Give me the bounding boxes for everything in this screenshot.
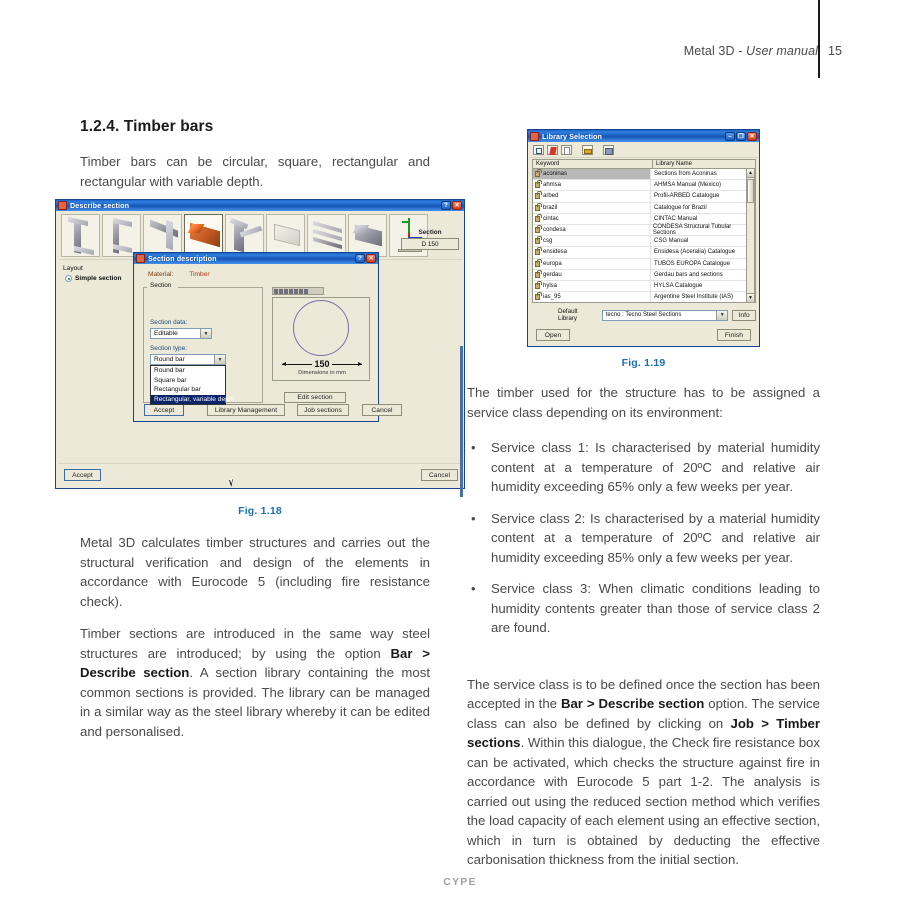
copy-icon[interactable] (561, 145, 572, 155)
figure-caption-119: Fig. 1.19 (621, 357, 666, 369)
left-column-continued (80, 533, 430, 754)
lock-icon (535, 249, 540, 255)
u-channel-icon[interactable] (102, 214, 141, 257)
table-row[interactable] (533, 169, 755, 180)
row-library-name: Profil-ARBED Catalogue (654, 193, 720, 200)
lock-icon (535, 238, 540, 244)
window-app-icon (58, 201, 67, 210)
accept-button[interactable]: Accept (144, 404, 184, 416)
scroll-up-icon[interactable]: ▲ (748, 170, 753, 176)
section-readout (401, 229, 459, 259)
group-border-right (178, 287, 262, 288)
section-data-combo[interactable] (150, 328, 212, 339)
open-folder-icon[interactable] (582, 145, 593, 155)
library-table-body[interactable] (532, 169, 756, 303)
row-keyword: gerdau (543, 271, 562, 278)
dimension-arrow-right (332, 364, 362, 365)
table-row[interactable] (533, 281, 755, 292)
row-library-name: Sections from Aconinas (654, 171, 717, 178)
running-head-main: Metal 3D - (683, 44, 747, 58)
page-header (0, 0, 920, 95)
row-keyword: csg (543, 238, 553, 245)
service-class-2-text: Service class 2: Is characterised by a material humidity content at a temperature of 20ºC and relative air humidity exceeding 85% only a few weeks per year. (491, 510, 820, 565)
section-description-titlebar[interactable] (134, 253, 378, 264)
open-button[interactable]: Open (536, 329, 570, 341)
page-title: 1.2.4. Timber bars (80, 118, 214, 135)
column-header-keyword[interactable]: Keyword (533, 160, 653, 168)
service-class-intro: The timber used for the structure has to be assigned a service class depending on its environment: (467, 385, 820, 420)
page-number: 15 (828, 44, 842, 58)
section-type-value: Round bar (154, 356, 185, 363)
angle-icon[interactable] (143, 214, 182, 257)
help-button[interactable]: ? (355, 254, 365, 263)
section-preview-panel (272, 287, 370, 403)
close-icon[interactable]: ✕ (747, 132, 757, 141)
section-type-dropdown-list[interactable] (150, 365, 235, 405)
service-class-3-text: Service class 3: When climatic conditions leading to humidity contents greater than those of service class 2 are found. (491, 581, 820, 635)
chevron-down-icon[interactable]: ▼ (716, 311, 727, 320)
section-group-legend: Section (147, 282, 174, 289)
describe-section-footer (59, 463, 463, 485)
toolbar-separator (596, 145, 600, 155)
table-row[interactable] (533, 259, 755, 270)
section-type-label: Section type: (150, 345, 187, 352)
right-column (467, 383, 820, 883)
row-library-name: Argentine Steel Institute (IAS) (654, 294, 734, 301)
bullet-icon: • (471, 510, 476, 526)
dropdown-option[interactable]: Rectangular bar (154, 386, 201, 393)
table-row[interactable] (533, 236, 755, 247)
table-row[interactable] (533, 247, 755, 258)
chevron-down-icon[interactable]: ▼ (214, 355, 225, 364)
row-keyword: arbed (543, 193, 559, 200)
intro-paragraph: Timber bars can be circular, square, rectangular and rectangular with variable depth. (80, 154, 430, 189)
left-column (80, 118, 430, 204)
scrollbar-thumb[interactable] (747, 179, 754, 203)
service-class-definition-paragraph (467, 675, 820, 870)
lock-icon (535, 193, 540, 199)
library-management-button[interactable]: Library Management (207, 404, 285, 416)
lock-icon (535, 261, 540, 267)
row-library-name: CINTAC Manual (654, 215, 698, 222)
zoom-in-icon[interactable] (274, 289, 278, 294)
library-selection-window[interactable] (527, 129, 760, 347)
maximize-icon[interactable]: ❐ (736, 132, 746, 141)
layout-option-simple-section[interactable] (65, 275, 141, 282)
section-group-box (143, 282, 263, 403)
default-library-label: Default Library (558, 308, 578, 322)
library-list-scrollbar[interactable] (746, 169, 755, 303)
edit-icon[interactable] (547, 145, 558, 155)
dimension-arrow-left (282, 364, 312, 365)
paragraph-calculates: Metal 3D calculates timber structures and carries out the structural verification and design of the elements in accordance with Eurocode 5 (including fire resistance check). (80, 535, 430, 609)
list-item (467, 438, 820, 497)
edit-section-button[interactable]: Edit section (284, 392, 346, 403)
accept-button[interactable]: Accept (64, 469, 101, 481)
i-beam-icon[interactable] (61, 214, 100, 257)
section-description-body (134, 264, 378, 421)
cancel-button[interactable]: Cancel (362, 404, 402, 416)
preview-mini-toolbar[interactable] (272, 287, 324, 295)
row-keyword: condesa (543, 227, 566, 234)
row-keyword: ahmsa (543, 182, 562, 189)
dropdown-option[interactable]: Round bar (154, 367, 185, 374)
row-keyword: ias_95 (543, 294, 561, 301)
pan-icon[interactable] (289, 289, 293, 294)
cold-formed-icon[interactable] (307, 214, 346, 257)
job-sections-button[interactable]: Job sections (297, 404, 349, 416)
hollow-tube-icon[interactable] (266, 214, 305, 257)
para2-bold-menu-path: Bar > Describe section (80, 645, 430, 680)
layout-group-label: Layout (63, 265, 83, 272)
section-description-dialog[interactable] (133, 252, 393, 422)
row-library-name: Catalogue for Brazil (654, 204, 707, 211)
section-readout-value: D 150 (401, 238, 459, 250)
material-label: Material: (148, 271, 174, 278)
table-row[interactable] (533, 191, 755, 202)
minimize-icon[interactable]: – (725, 132, 735, 141)
toolbar-separator (575, 145, 579, 155)
list-item (467, 579, 820, 638)
para-part-e: . Within this dialogue, the Check fire resistance box can be activated, which checks the structure against fire in accordance with Eurocode 5 part 1-2. The analysis is carried out using the reduced section method which verifies the load capacity of each element using an effective section, which in turn is obtained by deducting the effective carbonisation thickness from the initial section. (467, 735, 820, 867)
lock-icon (535, 283, 540, 289)
section-description-footer (134, 404, 393, 417)
close-icon[interactable]: ✕ (366, 254, 376, 263)
save-icon[interactable] (603, 145, 614, 155)
lock-icon (535, 205, 540, 211)
lock-icon (535, 227, 540, 233)
row-keyword: ensidesa (543, 249, 568, 256)
material-value: Timber (189, 271, 210, 278)
library-selection-titlebar[interactable] (528, 130, 759, 142)
help-button[interactable]: ? (441, 201, 451, 210)
redraw-icon[interactable] (294, 289, 298, 294)
default-library-row (532, 307, 756, 323)
scroll-down-icon[interactable]: ▼ (748, 295, 753, 301)
para-bold-bar-describe: Bar > Describe section (560, 696, 705, 711)
row-library-name: AHMSA Manual (Mexico) (654, 182, 722, 189)
para-part-a: The service class is to be defined once the section has been accepted in the (467, 676, 820, 711)
section-type-combo[interactable] (150, 354, 226, 365)
row-library-name: Gerdau bars and sections (654, 271, 723, 278)
lock-icon (535, 272, 540, 278)
cancel-button[interactable]: Cancel (421, 469, 458, 481)
row-library-name: TUBOS EUROPA Catalogue (654, 260, 730, 267)
layout-group (63, 265, 141, 293)
running-head (684, 44, 818, 58)
service-class-list (467, 438, 820, 638)
section-data-label: Section data: (150, 319, 188, 326)
info-button[interactable]: Info (732, 310, 756, 321)
timber-bar-icon[interactable] (184, 214, 223, 257)
zoom-fit-icon[interactable] (284, 289, 288, 294)
table-row[interactable] (533, 203, 755, 214)
default-library-value: tecno : Tecno Steel Sections (605, 312, 682, 318)
library-selection-title: Library Selection (542, 131, 603, 141)
dimension-units-label: Dimensions in mm (298, 370, 346, 376)
row-keyword: aconinas (543, 171, 568, 178)
round-bar-outline (293, 300, 349, 356)
running-head-italic: User manual (746, 44, 818, 58)
para2-part-c: . A section library containing the most common sections is provided. The library can be managed in a similar way as the steel library whereby it can be edited and personalised. (80, 665, 430, 739)
dimension-row (282, 360, 362, 369)
bullet-icon: • (471, 440, 476, 455)
row-library-name: HYLSA Catalogue (654, 282, 703, 289)
close-icon[interactable]: ✕ (452, 201, 462, 210)
lock-icon (535, 182, 540, 188)
row-keyword: cintac (543, 215, 559, 222)
finish-button[interactable]: Finish (717, 329, 751, 341)
library-toolbar[interactable] (530, 143, 758, 158)
composite-icon[interactable] (225, 214, 264, 257)
grid-icon[interactable] (304, 289, 308, 294)
chevron-down-icon[interactable]: ▼ (200, 329, 211, 338)
figure-caption-118: Fig. 1.18 (238, 505, 282, 517)
footer-brand: CYPE (443, 876, 477, 888)
dialog-app-icon (136, 254, 145, 263)
row-keyword: brazil (543, 204, 558, 211)
describe-section-titlebar[interactable] (56, 200, 464, 211)
library-table-header (532, 159, 756, 169)
bullet-icon: • (471, 581, 476, 596)
print-icon[interactable] (299, 289, 303, 294)
dropdown-option-selected[interactable]: Rectangular, variable depth (151, 395, 225, 405)
table-row[interactable] (533, 225, 755, 236)
lock-icon (535, 294, 540, 300)
section-preview-canvas (272, 297, 370, 381)
column-header-library-name[interactable]: Library Name (656, 161, 693, 167)
library-app-icon (530, 132, 539, 141)
table-row[interactable] (533, 292, 755, 303)
section-readout-label: Section (418, 229, 442, 236)
section-description-title: Section description (148, 254, 217, 263)
left-accent-rule (460, 346, 463, 497)
zoom-out-icon[interactable] (279, 289, 283, 294)
describe-section-title: Describe section (70, 201, 130, 210)
radio-icon[interactable] (65, 275, 72, 282)
new-icon[interactable] (533, 145, 544, 155)
table-row[interactable] (533, 270, 755, 281)
lock-icon (535, 171, 540, 177)
table-row[interactable] (533, 180, 755, 191)
default-library-combo[interactable] (602, 310, 729, 321)
para-part-c: option. The service class can also be defined by clicking on (467, 696, 820, 731)
service-class-1-text: Service class 1: Is characterised by material humidity content at a temperature of 20ºC and relative air humidity exceeding 65% only a few weeks per year. (491, 440, 820, 494)
header-divider-rule (818, 0, 820, 78)
row-keyword: hylsa (543, 282, 558, 289)
dimension-value: 150 (314, 359, 330, 369)
lock-icon (535, 216, 540, 222)
section-data-value: Editable (154, 330, 178, 337)
row-library-name: Ensidesa (Aceralia) Catalogue (654, 249, 736, 256)
box-section-icon[interactable] (348, 214, 387, 257)
material-row (148, 271, 373, 278)
layout-option-label: Simple section (75, 275, 122, 282)
row-library-name: CONDESA Structural Tubular Sections (652, 224, 732, 237)
para-bold-job-timber: Job > Timber sections (467, 715, 820, 750)
paragraph-timber-sections (80, 624, 430, 741)
list-item (467, 509, 820, 568)
row-keyword: europa (543, 260, 562, 267)
para2-part-a: Timber sections are introduced in the same way steel structures are introduced; by using the option (80, 626, 430, 661)
dropdown-option[interactable]: Square bar (154, 376, 187, 384)
row-library-name: CSG Manual (654, 238, 689, 245)
